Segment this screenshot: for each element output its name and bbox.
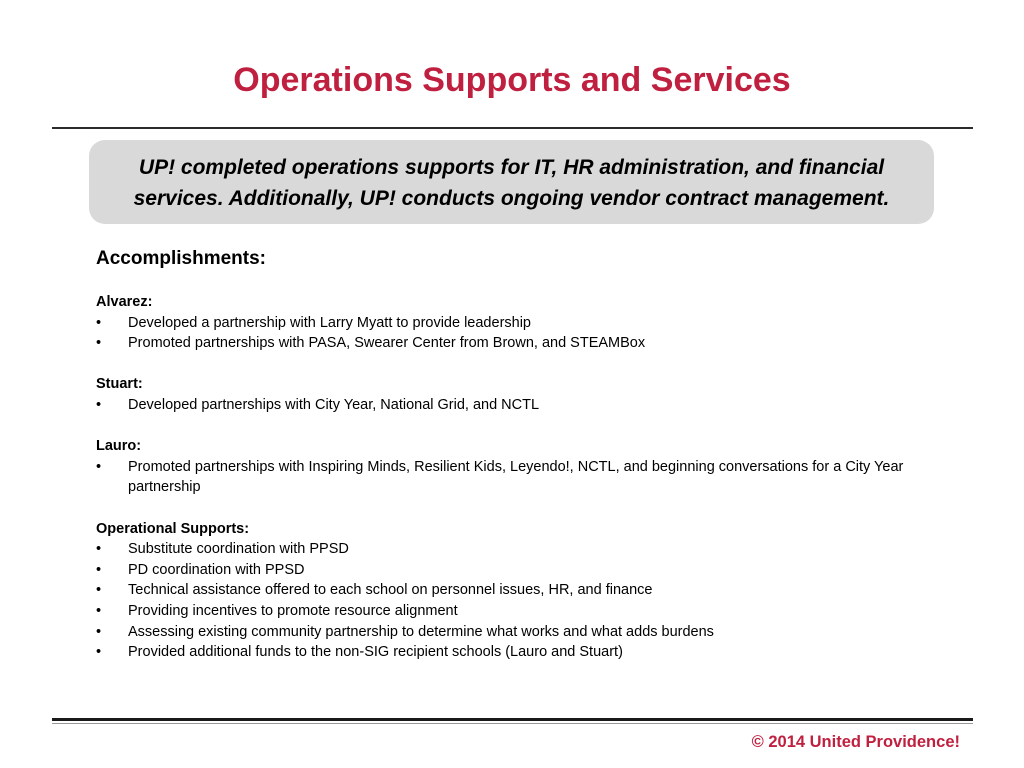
accomplishments-heading: Accomplishments: <box>96 248 266 269</box>
list-item-text: Developed a partnership with Larry Myatt to provide leadership <box>128 314 531 331</box>
group-label: Lauro: <box>96 438 142 455</box>
slide-title: Operations Supports and Services <box>233 61 791 99</box>
list-item <box>96 601 976 622</box>
bullet-icon: • <box>96 335 102 352</box>
group-lauro <box>96 436 976 498</box>
accomplishments-section <box>96 246 976 683</box>
list-item <box>96 333 976 354</box>
bullet-icon: • <box>96 582 102 599</box>
list-item <box>96 642 976 663</box>
list-item <box>96 622 976 643</box>
group-label: Operational Supports: <box>96 520 250 537</box>
footer-divider <box>52 718 973 721</box>
bullet-icon: • <box>96 314 102 331</box>
list-item-text: Developed partnerships with City Year, National Grid, and NCTL <box>128 396 540 413</box>
list-item-text: Promoted partnerships with Inspiring Minds, Resilient Kids, Leyendo!, NCTL, and beginning conversations for a City Year partnership <box>128 458 904 496</box>
footer-divider-shadow <box>52 723 973 724</box>
title-divider <box>52 127 973 129</box>
list-item <box>96 580 976 601</box>
bullet-list <box>96 395 976 416</box>
summary-callout: UP! completed operations supports for IT, HR administration, and financial services. Additionally, UP! conducts ongoing vendor contract management. <box>89 140 934 224</box>
bullet-icon: • <box>96 458 102 475</box>
group-stuart <box>96 374 976 415</box>
bullet-list <box>96 457 976 498</box>
list-item-text: Provided additional funds to the non-SIG recipient schools (Lauro and Stuart) <box>128 644 623 661</box>
bullet-icon: • <box>96 561 102 578</box>
list-item-text: Technical assistance offered to each school on personnel issues, HR, and finance <box>128 582 653 599</box>
list-item-text: Assessing existing community partnership to determine what works and what adds burdens <box>128 623 714 640</box>
list-item <box>96 395 976 416</box>
group-alvarez <box>96 292 976 354</box>
list-item <box>96 313 976 334</box>
bullet-icon: • <box>96 602 102 619</box>
group-operational-supports <box>96 519 976 663</box>
copyright-footer: © 2014 United Providence! <box>751 733 960 751</box>
bullet-icon: • <box>96 396 102 413</box>
list-item <box>96 457 976 498</box>
bullet-icon: • <box>96 644 102 661</box>
list-item-text: Providing incentives to promote resource alignment <box>128 602 458 619</box>
list-item-text: Substitute coordination with PPSD <box>128 541 349 558</box>
bullet-icon: • <box>96 623 102 640</box>
list-item-text: Promoted partnerships with PASA, Swearer Center from Brown, and STEAMBox <box>128 335 646 352</box>
bullet-icon: • <box>96 541 102 558</box>
list-item <box>96 560 976 581</box>
group-label: Stuart: <box>96 376 143 393</box>
list-item-text: PD coordination with PPSD <box>128 561 305 578</box>
group-label: Alvarez: <box>96 294 153 310</box>
bullet-list <box>96 539 976 663</box>
list-item <box>96 539 976 560</box>
bullet-list <box>96 313 976 354</box>
